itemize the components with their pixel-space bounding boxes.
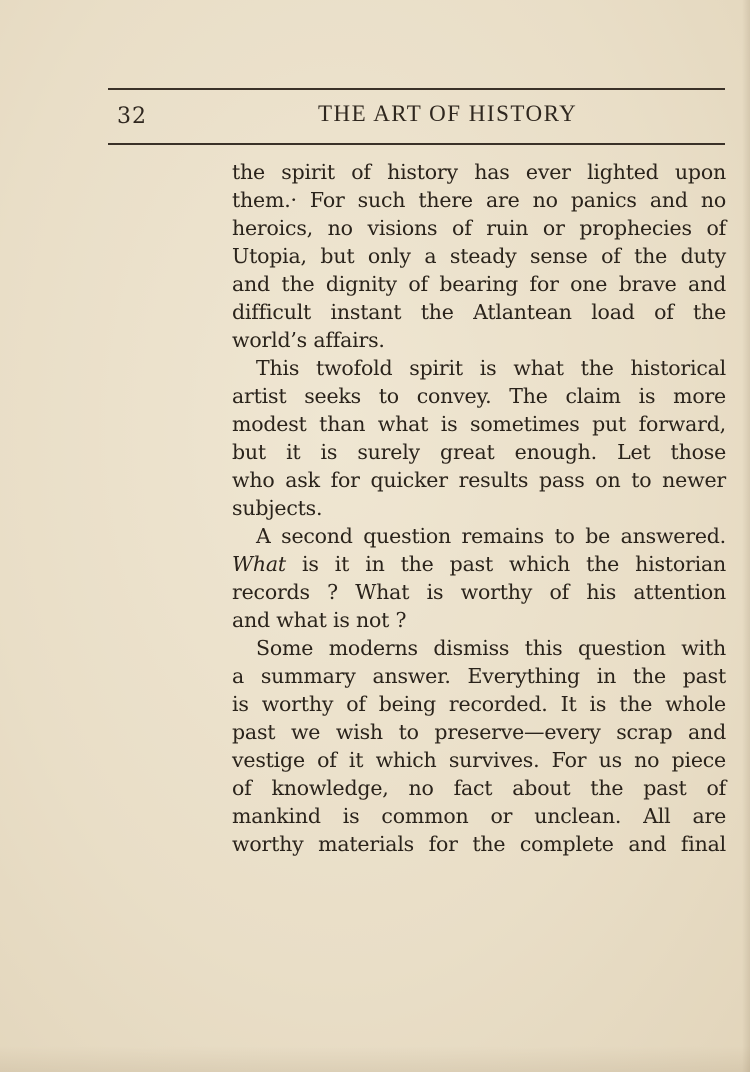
text-line: past we wish to preserve—every scrap and bbox=[232, 720, 726, 744]
page-bottom-shadow bbox=[0, 1046, 750, 1072]
body-text bbox=[232, 158, 726, 858]
text-line: who ask for quicker results pass on to newer bbox=[232, 468, 726, 492]
text-line: Utopia, but only a steady sense of the duty bbox=[232, 244, 726, 268]
text-line: of knowledge, no fact about the past of bbox=[232, 776, 726, 800]
text-line: This twofold spirit is what the historical bbox=[256, 356, 726, 380]
text-line: mankind is common or unclean. All are bbox=[232, 804, 726, 828]
text-line bbox=[232, 550, 726, 578]
header-rule-top bbox=[108, 88, 725, 90]
text-line: heroics, no visions of ruin or prophecies of bbox=[232, 216, 726, 240]
text-line-rest: is it in the past which the historian bbox=[285, 552, 726, 576]
italic-word: What bbox=[232, 552, 286, 576]
text-line: difficult instant the Atlantean load of the bbox=[232, 300, 726, 324]
text-line: but it is surely great enough. Let those bbox=[232, 440, 726, 464]
page-edge-shadow bbox=[742, 0, 750, 1072]
text-line: is worthy of being recorded. It is the whole bbox=[232, 692, 726, 716]
text-line: and the dignity of bearing for one brave and bbox=[232, 272, 726, 296]
text-line: A second question remains to be answered. bbox=[256, 524, 726, 548]
page-number: 32 bbox=[117, 104, 147, 129]
text-line: them.· For such there are no panics and no bbox=[232, 188, 726, 212]
header-rule-bottom bbox=[108, 143, 725, 145]
text-line: the spirit of history has ever lighted upon bbox=[232, 160, 726, 184]
text-line: a summary answer. Everything in the past bbox=[232, 664, 726, 688]
text-line: artist seeks to convey. The claim is more bbox=[232, 384, 726, 408]
text-line: worthy materials for the complete and final bbox=[232, 832, 726, 856]
text-line: vestige of it which survives. For us no piece bbox=[232, 748, 726, 772]
running-title: THE ART OF HISTORY bbox=[318, 101, 578, 126]
text-line: records ? What is worthy of his attention bbox=[232, 580, 726, 604]
text-line: subjects. bbox=[232, 496, 323, 520]
text-line: and what is not ? bbox=[232, 608, 407, 632]
text-line: Some moderns dismiss this question with bbox=[256, 636, 726, 660]
text-line: world’s affairs. bbox=[232, 328, 385, 352]
text-line: modest than what is sometimes put forward, bbox=[232, 412, 726, 436]
